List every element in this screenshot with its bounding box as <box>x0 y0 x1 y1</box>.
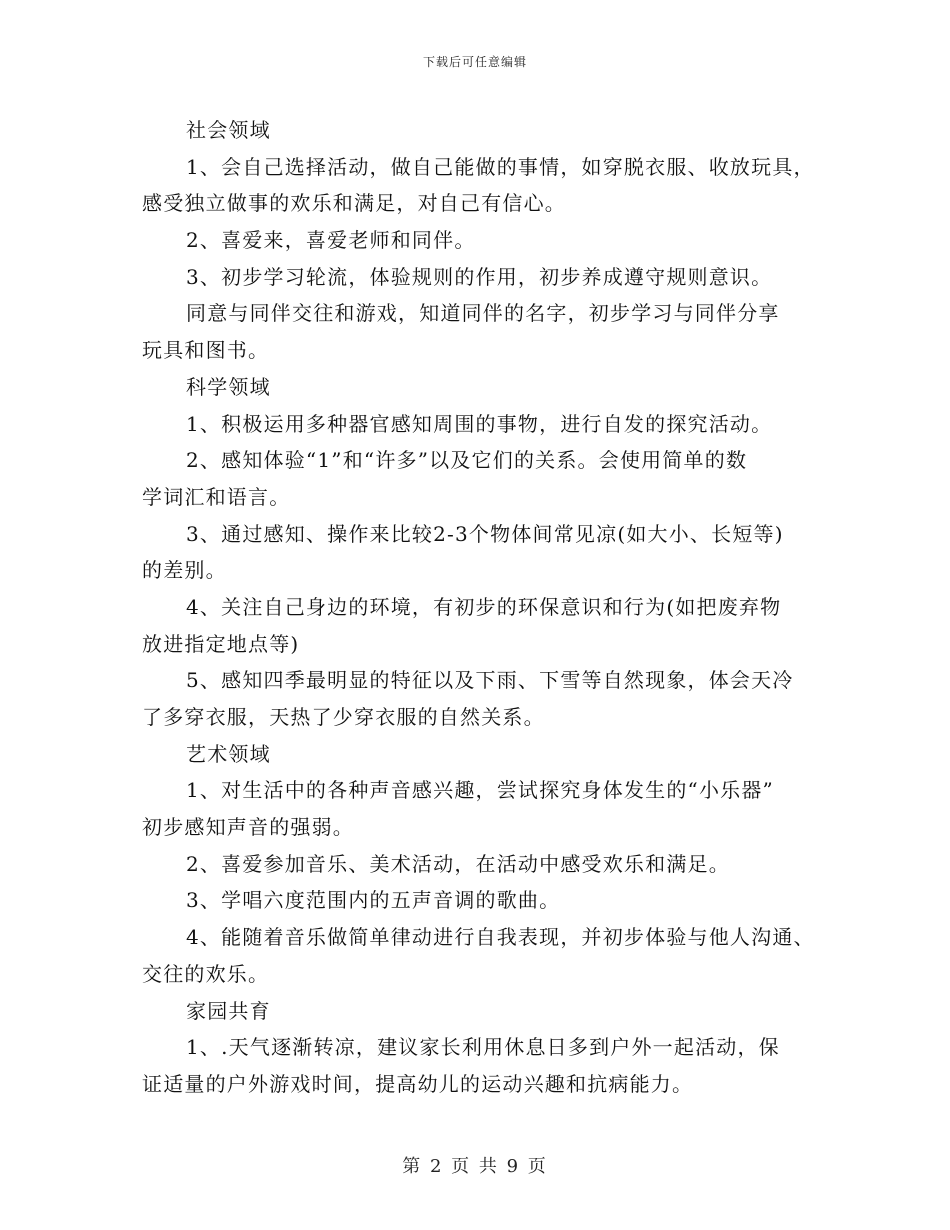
text-line: 社会领域 <box>186 118 271 142</box>
text-line: 3、初步学习轮流，体验规则的作用，初步养成遵守规则意识。 <box>186 264 773 289</box>
text-line: 玩具和图书。 <box>142 338 270 363</box>
text-line: 了多穿衣服，天热了少穿衣服的自然关系。 <box>142 705 545 729</box>
text-line: 4、关注自己身边的环境，有初步的环保意识和行为(如把废弃物 <box>186 594 782 619</box>
text-line: 的差别。 <box>142 558 227 583</box>
text-line: 2、喜爱参加音乐、美术活动，在活动中感受欢乐和满足。 <box>186 851 730 876</box>
text-line: 放进指定地点等) <box>142 631 300 656</box>
text-line: 科学领域 <box>186 374 271 399</box>
text-line: 学词汇和语言。 <box>142 484 291 509</box>
page-number-footer: 第 2 页 共 9 页 <box>402 1156 548 1177</box>
text-line: 1、积极运用多种器官感知周围的事物，进行自发的探究活动。 <box>186 411 773 436</box>
text-line: 3、学唱六度范围内的五声音调的歌曲。 <box>186 888 561 913</box>
text-line: 初步感知声音的强弱。 <box>142 815 354 840</box>
text-line: 证适量的户外游戏时间，提高幼儿的运动兴趣和抗病能力。 <box>142 1071 694 1096</box>
header-note: 下载后可任意编辑 <box>422 55 527 69</box>
text-line: 1、对生活中的各种声音感兴趣，尝试探究身体发生的“小乐器” <box>186 778 774 803</box>
text-line: 5、感知四季最明显的特征以及下雨、下雪等自然现象，体会天冷 <box>186 668 794 693</box>
text-line: 1、会自己选择活动，做自己能做的事情，如穿脱衣服、收放玩具， <box>186 154 815 179</box>
text-line: 4、能随着音乐做简单律动进行自我表现，并初步体验与他人沟通、 <box>186 925 815 950</box>
document-body <box>142 112 842 1103</box>
text-line: 3、通过感知、操作来比较2-3个物体间常见凉(如大小、长短等) <box>186 521 784 546</box>
text-line: 同意与同伴交往和游戏，知道同伴的名字，初步学习与同伴分享 <box>186 301 780 326</box>
text-line: 2、感知体验“1”和“许多”以及它们的关系。会使用简单的数 <box>186 448 748 473</box>
text-line: 感受独立做事的欢乐和满足，对自己有信心。 <box>142 191 566 216</box>
text-line: 家园共育 <box>186 998 271 1023</box>
text-line: 艺术领域 <box>186 741 271 766</box>
text-line: 2、喜爱来，喜爱老师和同伴。 <box>186 228 476 253</box>
text-line: 交往的欢乐。 <box>142 961 270 986</box>
text-line: 1、.天气逐渐转凉，建议家长利用休息日多到户外一起活动，保 <box>186 1035 780 1060</box>
